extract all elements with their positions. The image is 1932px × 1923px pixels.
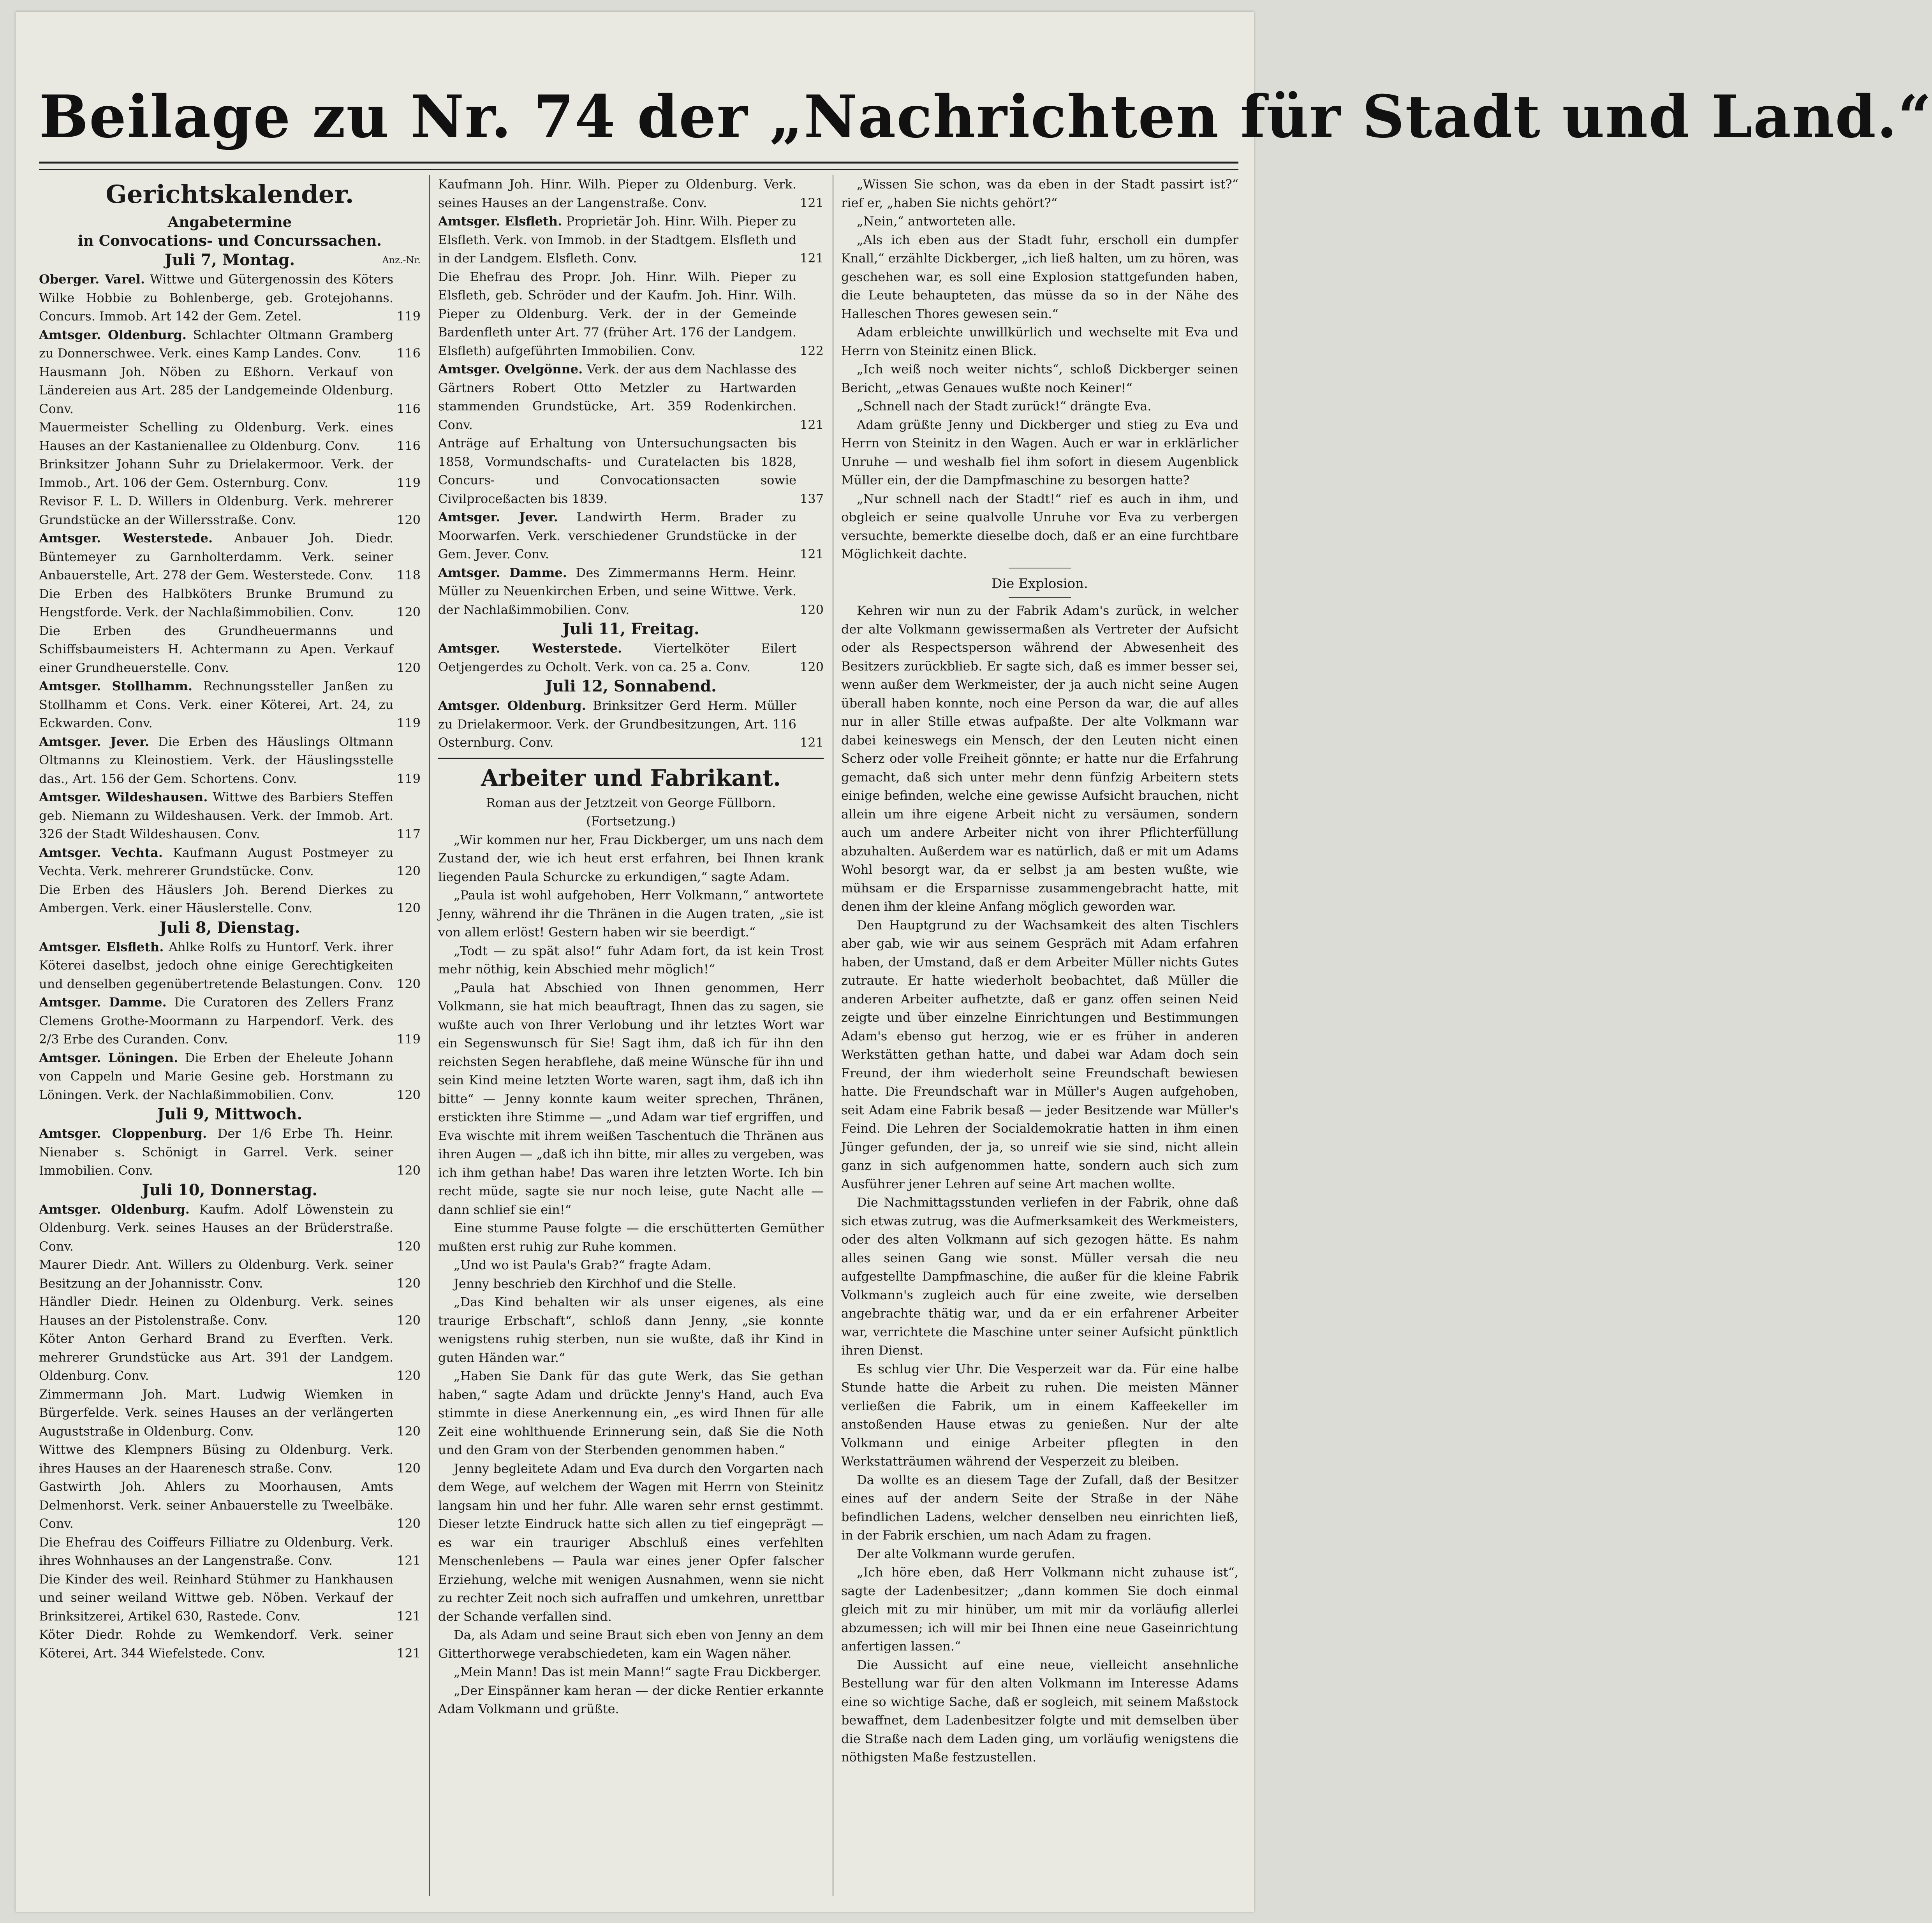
entry-text: Landwirth Herm. Brader zu Moorwarfen. Verk. verschiedener Grundstücke in der Gem. Jever. Conv. [438, 510, 796, 561]
entry-text: Kaufmann Joh. Hinr. Wilh. Pieper zu Oldenburg. Verk. seines Hauses an der Langenstraße. Conv. [438, 177, 796, 210]
day-heading: Juli 9, Mittwoch. [157, 1105, 303, 1123]
calendar-entry [438, 268, 824, 361]
entry-number: 119 [396, 716, 421, 730]
paragraph: „Ich weiß noch weiter nichts“, schloß Dickberger seinen Bericht, „etwas Genaues wußte noch Keiner!“ [841, 362, 1238, 395]
paragraph: Es schlug vier Uhr. Die Vesperzeit war da. Für eine halbe Stunde hatte die Arbeit zu ruhen. Die meisten Männer verließen die Fabrik, um in einem Kaffeekeller im anstoßenden Hause etwas zu genießen. Nur der alte Volkmann und einige Arbeiter pflegten in den Werkstatträumen während der Vesperzeit zu bleiben. [841, 1361, 1238, 1469]
calendar-entry [39, 993, 421, 1049]
paragraph: Adam grüßte Jenny und Dickberger und stieg zu Eva und Herrn von Steinitz in den Wagen. Auch er war in erklärlicher Unruhe — und weshalb fiel ihm sofort in diesem Augenblick Müller ein, der die Dampfmaschine zu besorgen hatte? [841, 417, 1238, 487]
court-name: Amtsger. Wildeshausen. [39, 790, 208, 804]
court-calendar-column [39, 175, 421, 1896]
calendar-entry [39, 677, 421, 733]
entry-number: 121 [800, 251, 824, 266]
entry-text: Kaufm. Adolf Löwenstein zu Oldenburg. Verk. seines Hauses an der Brüderstraße. Conv. [39, 1202, 394, 1254]
novel-continuation: (Fortsetzung.) [586, 814, 676, 829]
calendar-entry [39, 733, 421, 788]
novel-title: Arbeiter und Fabrikant. [481, 764, 781, 791]
entry-text: Die Erben der Eheleute Johann von Cappeln und Marie Gesine geb. Horstmann zu Löningen. Verk. der Nachlaßimmobilien. Conv. [39, 1050, 394, 1102]
entry-text: Des Zimmermanns Herm. Heinr. Müller zu Neuenkirchen Erben, und seine Wittwe. Verk. der Nachlaßimmobilien. Conv. [438, 565, 797, 617]
section-divider [438, 758, 824, 759]
calendar-entry [39, 1441, 421, 1478]
entry-text: Verk. der aus dem Nachlasse des Gärtners Robert Otto Metzler zu Hartwarden stammenden Grundstücke, Art. 359 Rodenkirchen. Conv. [438, 362, 797, 432]
entry-text: Die Kinder des weil. Reinhard Stühmer zu Hankhausen und seiner weiland Wittwe geb. Nöben. Verkauf der Brinksitzerei, Artikel 630, Rastede. Conv. [39, 1571, 393, 1624]
court-name: Amtsger. Elsfleth. [39, 939, 164, 954]
entry-number: 121 [396, 1553, 421, 1568]
entry-number: 116 [396, 438, 421, 453]
entry-text: Anträge auf Erhaltung von Untersuchungsacten bis 1858, Vormundschafts- und Curatelacten bis 1828, Concurs- und Convocationsacten sowie Civilproceßacten bis 1839. [438, 436, 796, 506]
calendar-entry [39, 622, 421, 677]
court-name: Amtsger. Damme. [39, 995, 167, 1010]
calendar-entry [39, 788, 421, 844]
middle-column [438, 175, 824, 1896]
chapter-title: Die Explosion. [992, 575, 1088, 591]
calendar-subtitle: Angabetermine [167, 213, 292, 230]
court-name: Amtsger. Cloppenburg. [39, 1126, 207, 1141]
calendar-entry [39, 844, 421, 881]
column-divider [429, 175, 430, 1896]
calendar-entries-part1 [39, 250, 421, 1663]
calendar-entry [39, 1570, 421, 1626]
paragraph: Kehren wir nun zu der Fabrik Adam's zurück, in welcher der alte Volkmann gewissermaßen als Vertreter der Aufsicht oder als Respectsperson während der Abwesenheit des Besitzers zurückblieb. Er sagte sich, daß es immer besser sei, wenn außer dem Werkmeister, der ja auch nicht seine Augen überall haben konnte, noch eine Person da war, die auf alles nur in aller Stille etwas aufpaßte. Der alte Volkmann war dabei keineswegs ein Mensch, der den Leuten nicht einen Scherz oder volle Freiheit gönnte; er hatte nur die Erfahrung gemacht, daß sich unter mehr denn fünfzig Arbeitern stets einige befinden, welche eine gewisse Aufsicht brauchen, nicht allein um ihre eigene Arbeit nicht zu versäumen, sondern auch um andere Arbeiter nicht von ihrer Pflichterfüllung abzuhalten. Außerdem war es natürlich, daß er mit um Adams Wohl besorgt war, da er selbst ja am besten wußte, wie mühsam er die Ersparnisse zusammengebracht hatte, mit denen ihm der kleine Anfang möglich geworden war. [841, 603, 1238, 914]
paragraph: Jenny beschrieb den Kirchhof und die Stelle. [454, 1276, 736, 1291]
entry-text: Der 1/6 Erbe Th. Heinr. Nienaber s. Schönigt in Garrel. Verk. seiner Immobilien. Conv. [39, 1126, 394, 1178]
calendar-entry [39, 1049, 421, 1105]
entry-text: Maurer Diedr. Ant. Willers zu Oldenburg. Verk. seiner Besitzung an der Johannisstr. Conv. [39, 1257, 393, 1291]
newspaper-page [16, 12, 1932, 1912]
entry-number: 120 [396, 512, 421, 527]
day-heading: Juli 11, Freitag. [562, 620, 699, 638]
entry-text: Wittwe des Barbiers Steffen geb. Niemann zu Wildeshausen. Verk. der Immob. Art. 326 der Stadt Wildeshausen. Conv. [39, 790, 394, 841]
entry-text: Brinksitzer Johann Suhr zu Drielakermoor. Verk. der Immob., Art. 106 der Gem. Osternburg. Conv. [39, 457, 393, 490]
paragraph: Die Aussicht auf eine neue, vielleicht ansehnliche Bestellung war für den alten Volkmann im Interesse Adams eine so wichtige Sache, daß er sogleich, mit seinem Maßstock bewaffnet, dem Ladenbesitzer folgte und mit demselben über die Straße nach dem Laden ging, um vorläufig wenigstens die nöthigsten Maße festzustellen. [841, 1657, 1238, 1765]
masthead-title: Beilage zu Nr. 74 der „Nachrichten für Stadt und Land.“ [39, 83, 1932, 151]
court-name: Amtsger. Ovelgönne. [438, 362, 583, 377]
entry-text: Händler Diedr. Heinen zu Oldenburg. Verk. seines Hauses an der Pistolenstraße. Conv. [39, 1294, 393, 1328]
entry-number: 116 [396, 401, 421, 416]
court-name: Amtsger. Oldenburg. [39, 327, 187, 342]
novel-text-part2 [841, 175, 1238, 564]
entry-text: Brinksitzer Gerd Herm. Müller zu Drielakermoor. Verk. der Grundbesitzungen, Art. 116 Osternburg. Conv. [438, 698, 796, 750]
novel-text-part3 [841, 602, 1238, 1767]
entry-number: 116 [396, 346, 421, 361]
entry-number: 121 [800, 417, 824, 432]
entry-text: Köter Diedr. Rohde zu Wemkendorf. Verk. seiner Köterei, Art. 344 Wiefelstede. Conv. [39, 1627, 393, 1661]
entry-number: 137 [800, 491, 824, 506]
court-name: Amtsger. Westerstede. [438, 641, 622, 656]
entry-text: Hausmann Joh. Nöben zu Eßhorn. Verkauf von Ländereien aus Art. 285 der Landgemeinde Oldenburg. Conv. [39, 364, 393, 416]
calendar-entry [39, 881, 421, 918]
entry-number: 121 [396, 1645, 421, 1661]
calendar-entry [39, 1293, 421, 1330]
calendar-entry [39, 1256, 421, 1293]
calendar-entry [438, 360, 824, 434]
entry-number: 120 [396, 1276, 421, 1291]
paragraph: Die Nachmittagsstunden verliefen in der Fabrik, ohne daß sich etwas zutrug, was die Aufmerksamkeit des Werkmeisters, oder des alten Volkmann auf sich gezogen hätte. Es nahm alles seinen Gang wie sonst. Müller versah die neu aufgestellte Dampfmaschine, die außer für die kleine Fabrik Volkmann's zugleich auch für eine zweite, wie derselben angebrachte thätig war, und da er ein erfahrener Arbeiter war, verrichtete die Maschine unter seiner Aufsicht pünktlich ihren Dienst. [841, 1195, 1238, 1358]
calendar-entry [438, 508, 824, 564]
entry-text: Die Ehefrau des Propr. Joh. Hinr. Wilh. Pieper zu Elsfleth, geb. Schröder und der Kaufm. Joh. Hinr. Wilh. Pieper zu Oldenburg. Verk. der in der Gemeinde Bardenfleth unter Art. 77 (früher Art. 176 der Landgem. Elsfleth) aufgeführten Immobilien. Conv. [438, 269, 796, 358]
entry-text: Die Erben des Halbköters Brunke Brumund zu Hengstforde. Verk. der Nachlaßimmobilien. Conv. [39, 586, 393, 619]
entry-text: Proprietär Joh. Hinr. Wilh. Pieper zu Elsfleth. Verk. von Immob. in der Stadtgem. Elsfleth und in der Landgem. Elsfleth. Conv. [438, 214, 796, 266]
calendar-entry [438, 175, 824, 212]
calendar-entry [39, 363, 421, 419]
calendar-entry [39, 529, 421, 585]
paragraph: Da wollte es an diesem Tage der Zufall, daß der Besitzer eines auf der andern Seite der Straße in der Nähe befindlichen Ladens, welcher denselben neu einrichten ließ, in der Fabrik erschien, um nach Adam zu fragen. [841, 1472, 1238, 1543]
court-name: Amtsger. Stollhamm. [39, 679, 192, 693]
paragraph: Jenny begleitete Adam und Eva durch den Vorgarten nach dem Wege, auf welchem der Wagen mit Herrn von Steinitz langsam hin und her fuhr. Alle waren sehr ernst gestimmt. Dieser letzte Eindruck hatte sich allen zu tief eingeprägt — es war ein trauriger Abschluß eines verfehlten Menschenlebens — Paula war eines jener Opfer falscher Erziehung, welche mit wenigen Ausnahmen, wenn sie nicht zu rechter Zeit noch sich aufraffen und umkehren, unrettbar der Schande verfallen sind. [438, 1461, 824, 1624]
entry-number: 120 [396, 1163, 421, 1178]
calendar-entry [39, 938, 421, 994]
entry-text: Mauermeister Schelling zu Oldenburg. Verk. eines Hauses an der Kastanienallee zu Oldenburg. Conv. [39, 420, 393, 453]
entry-text: Wittwe des Klempners Büsing zu Oldenburg. Verk. ihres Hauses an der Haarenesch straße. Conv. [39, 1442, 393, 1476]
court-name: Amtsger. Vechta. [39, 845, 163, 860]
novel-text-part1 [438, 831, 824, 1719]
entry-number: 120 [396, 1239, 421, 1254]
entry-number: 120 [396, 1312, 421, 1328]
entry-number: 120 [396, 1516, 421, 1531]
entry-number: 120 [396, 1368, 421, 1383]
entry-number: 118 [396, 568, 421, 582]
entry-text: Die Curatoren des Zellers Franz Clemens Grothe-Moormann zu Harpendorf. Verk. des 2/3 Erbe des Curanden. Conv. [39, 995, 393, 1047]
calendar-entry [39, 326, 421, 363]
entry-text: Anbauer Joh. Diedr. Büntemeyer zu Garnholterdamm. Verk. seiner Anbauerstelle, Art. 278 der Gem. Westerstede. Conv. [39, 531, 393, 582]
day-heading: Juli 8, Dienstag. [159, 918, 300, 937]
entry-text: Gastwirth Joh. Ahlers zu Moorhausen, Amts Delmenhorst. Verk. seiner Anbauerstelle zu Tweelbäke. Conv. [39, 1479, 393, 1531]
entry-number: 120 [396, 1087, 421, 1102]
paragraph: Der alte Volkmann wurde gerufen. [857, 1546, 1075, 1561]
calendar-entry [39, 270, 421, 326]
calendar-entry [438, 434, 824, 508]
entry-number: 119 [396, 771, 421, 786]
entry-number: 121 [396, 1608, 421, 1624]
calendar-title: Gerichtskalender. [106, 180, 354, 209]
paragraph: Da, als Adam und seine Braut sich eben von Jenny an dem Gitterthorwege verabschiedeten, kam ein Wagen näher. [438, 1627, 824, 1661]
court-name: Amtsger. Damme. [438, 565, 567, 580]
court-name: Amtsger. Jever. [39, 734, 149, 749]
paragraph: „Und wo ist Paula's Grab?“ fragte Adam. [454, 1258, 712, 1272]
entry-number: 119 [396, 309, 421, 324]
calendar-entry [39, 1385, 421, 1441]
paragraph: „Schnell nach der Stadt zurück!“ drängte Eva. [857, 399, 1152, 413]
entry-text: Köter Anton Gerhard Brand zu Everften. Verk. mehrerer Grundstücke aus Art. 391 der Landgem. Oldenburg. Conv. [39, 1331, 393, 1383]
court-name: Amtsger. Oldenburg. [438, 698, 586, 713]
entry-text: Schlachter Oltmann Gramberg zu Donnerschwee. Verk. eines Kamp Landes. Conv. [39, 327, 394, 361]
entry-number: 122 [800, 343, 824, 358]
novel-subtitle: Roman aus der Jetztzeit von George Füllborn. [486, 795, 776, 810]
paragraph: Adam erbleichte unwillkürlich und wechselte mit Eva und Herrn von Steinitz einen Blick. [841, 325, 1238, 358]
entry-text: Die Erben des Grundheuermanns und Schiffsbaumeisters H. Achtermann zu Apen. Verkauf einer Grundheuerstelle. Conv. [39, 623, 393, 675]
entry-number: 120 [800, 602, 824, 617]
day-heading: Juli 10, Donnerstag. [142, 1181, 318, 1199]
paragraph: „Der Einspänner kam heran — der dicke Rentier erkannte Adam Volkmann und grüßte. [438, 1683, 824, 1716]
entry-number: 117 [396, 827, 421, 841]
entry-number: 119 [396, 1032, 421, 1047]
calendar-entry [438, 639, 824, 676]
court-name: Oberger. Varel. [39, 272, 145, 287]
calendar-entry [438, 697, 824, 752]
court-name: Amtsger. Jever. [438, 510, 558, 524]
right-column [841, 175, 1238, 1896]
entry-number: 121 [800, 735, 824, 750]
calendar-entry [39, 418, 421, 455]
calendar-entry [39, 1478, 421, 1533]
paragraph: „Nur schnell nach der Stadt!“ rief es auch in ihm, und obgleich er seine qualvolle Unruhe vor Eva zu verbergen versuchte, bemerkte dieselbe doch, daß er an eine furchtbare Möglichkeit dachte. [841, 491, 1238, 561]
court-name: Amtsger. Westerstede. [39, 531, 213, 545]
entry-number: 120 [396, 901, 421, 915]
entry-number: 120 [396, 976, 421, 991]
calendar-entry [39, 1626, 421, 1663]
calendar-entry [39, 1330, 421, 1385]
paragraph: Eine stumme Pause folgte — die erschütterten Gemüther mußten erst ruhig zur Ruhe kommen. [438, 1221, 824, 1254]
paragraph: „Nein,“ antworteten alle. [857, 214, 1016, 229]
entry-number: 120 [396, 864, 421, 878]
entry-text: Wittwe und Gütergenossin des Köters Wilke Hobbie zu Bohlenberge, geb. Grotejohanns. Concurs. Immob. Art 142 der Gem. Zetel. [39, 272, 394, 324]
entry-text: Die Erben des Häuslings Oltmann Oltmanns zu Kleinostiem. Verk. der Häuslingsstelle das., Art. 156 der Gem. Schortens. Conv. [39, 734, 394, 786]
calendar-entry [438, 212, 824, 268]
entry-text: Rechnungssteller Janßen zu Stollhamm et Cons. Verk. einer Köterei, Art. 24, zu Eckwarden. Conv. [39, 679, 394, 730]
paragraph: „Paula hat Abschied von Ihnen genommen, Herr Volkmann, sie hat mich beauftragt, Ihnen das zu sagen, sie wußte auch von Ihrer Verlobung und ihr letztes Wort war ein Segenswunsch für Sie! Sagt ihm, daß ich für ihn den reichsten Segen herabflehe, daß meine Wünsche für ihn und sein Kind meine letzten Worte waren, sagt ihm, daß ich ihn bitte“ — Jenny konnte kaum weiter sprechen, Thränen, erstickten ihre Stimme — „und Adam war tief ergriffen, und Eva wischte mit ihrem weißen Taschentuch die Thränen aus ihren Augen — „daß ich ihn bitte, mir alles zu vergeben, was ich ihm gethan habe! Das waren ihre letzten Worte. Ich bin recht müde, sagte sie nur noch leise, gute Nacht alle — dann schlief sie ein!“ [438, 980, 824, 1217]
entry-number: 121 [800, 547, 824, 561]
entry-number: 120 [396, 605, 421, 619]
paragraph: Den Hauptgrund zu der Wachsamkeit des alten Tischlers aber gab, wie wir aus seinem Gespräch mit Adam erfahren haben, der Umstand, daß er dem Arbeiter Müller nichts Gutes zutraute. Er hatte wiederholt beobachtet, daß Müller die anderen Arbeiter aufhetzte, daß er ganz offen seinen Neid zeigte und über einzelne Einrichtungen und Bestimmungen Adam's ebenso gut herzog, wie er es früher in anderen Werkstätten gethan hatte, und dabei war Adam doch sein Freund, der ihm wiederholt seine Freundschaft bewiesen hatte. Die Freundschaft war in Müller's Augen aufgehoben, seit Adam eine Fabrik besaß — jeder Besitzende war Müller's Feind. Die Lehren der Socialdemokratie hatten in ihm einen Jünger gefunden, der ja, so unreif wie sie sind, nicht allein ganz in sich aufgenommen hatte, sondern auch sich zum Ausführer jener Lehren auf seine Art machen wollte. [841, 917, 1238, 1191]
paragraph: „Paula ist wohl aufgehoben, Herr Volkmann,“ antwortete Jenny, während ihr die Thränen in die Augen traten, „sie ist von allem erlöst! Gestern haben wir sie beerdigt.“ [438, 888, 824, 940]
entry-number: 119 [396, 475, 421, 490]
paragraph: „Als ich eben aus der Stadt fuhr, erscholl ein dumpfer Knall,“ erzählte Dickberger, „ich ließ halten, um zu hören, was geschehen war, es soll eine Explosion stattgefunden haben, die Leute behaupteten, das müsse da so in der Nähe des Halleschen Thores gewesen sein.“ [841, 232, 1238, 321]
court-name: Amtsger. Elsfleth. [438, 214, 562, 229]
paragraph: „Wissen Sie schon, was da eben in der Stadt passirt ist?“ rief er, „haben Sie nichts gehört?“ [841, 177, 1238, 210]
paragraph: „Mein Mann! Das ist mein Mann!“ sagte Frau Dickberger. [454, 1664, 821, 1679]
court-name: Amtsger. Löningen. [39, 1050, 178, 1065]
day-heading: Juli 12, Sonnabend. [545, 677, 717, 695]
ad-number-label: Anz.-Nr. [382, 255, 421, 266]
calendar-entry [39, 1124, 421, 1180]
calendar-subtitle-2: in Convocations- und Concurssachen. [77, 232, 382, 249]
calendar-entry [39, 1200, 421, 1256]
entry-text: Die Erben des Häuslers Joh. Berend Dierkes zu Ambergen. Verk. einer Häuslerstelle. Conv. [39, 882, 393, 915]
day-heading: Juli 7, Montag. Anz.-Nr. [39, 250, 421, 270]
entry-text: Kaufmann August Postmeyer zu Vechta. Verk. mehrerer Grundstücke. Conv. [39, 845, 393, 878]
paragraph: „Todt — zu spät also!“ fuhr Adam fort, da ist kein Trost mehr nöthig, kein Abschied mehr möglich!“ [438, 943, 824, 976]
paragraph: „Ich höre eben, daß Herr Volkmann nicht zuhause ist“, sagte der Ladenbesitzer; „dann kommen Sie doch einmal gleich mit zu mir hinüber, um mit mir da vorläufig allerlei abzumessen; ich will mir bei Ihnen eine neue Gaseinrichtung anfertigen lassen.“ [841, 1565, 1238, 1654]
calendar-entry [438, 564, 824, 619]
entry-text: Revisor F. L. D. Willers in Oldenburg. Verk. mehrerer Grundstücke an der Willersstraße. Conv. [39, 494, 393, 527]
paragraph: „Das Kind behalten wir als unser eigenes, als eine traurige Erbschaft“, schloß dann Jenny, „sie konnte wenigstens ruhig sterben, nun sie wußte, daß ihr Kind in guten Händen war.“ [438, 1295, 824, 1365]
calendar-entry [39, 585, 421, 622]
entry-text: Zimmermann Joh. Mart. Ludwig Wiemken in Bürgerfelde. Verk. seines Hauses an der verlängerten Auguststraße in Oldenburg. Conv. [39, 1386, 393, 1439]
entry-text: Die Ehefrau des Coiffeurs Filliatre zu Oldenburg. Verk. ihres Wohnhauses an der Langenstraße. Conv. [39, 1534, 393, 1568]
masthead-rule [39, 162, 1238, 170]
paragraph: „Wir kommen nur her, Frau Dickberger, um uns nach dem Zustand der, wie ich heut erst erfahren, bei Ihnen krank liegenden Paula Schurcke zu erkundigen,“ sagte Adam. [438, 832, 824, 884]
calendar-entry [39, 455, 421, 492]
entry-number: 120 [396, 1460, 421, 1476]
entry-number: 120 [396, 660, 421, 675]
calendar-entry [39, 1533, 421, 1570]
court-name: Amtsger. Oldenburg. [39, 1202, 190, 1217]
entry-number: 120 [396, 1423, 421, 1439]
paragraph: „Haben Sie Dank für das gute Werk, das Sie gethan haben,“ sagte Adam und drückte Jenny's Hand, auch Eva stimmte in diese Anerkennung ein, „es wird Ihnen für alle Zeit eine wohlthuende Erinnerung sein, daß Sie die Noth und den Gram von der Sterbenden genommen haben.“ [438, 1369, 824, 1457]
entry-number: 120 [800, 659, 824, 674]
calendar-entry [39, 492, 421, 529]
entry-text: Viertelköter Eilert Oetjengerdes zu Ocholt. Verk. von ca. 25 a. Conv. [438, 641, 797, 674]
short-rule [1009, 597, 1071, 598]
entry-number: 121 [800, 195, 824, 210]
calendar-entries-part2 [438, 175, 824, 752]
entry-text: Ahlke Rolfs zu Huntorf. Verk. ihrer Köterei daselbst, jedoch ohne einige Gerechtigkeiten und denselben gegenübertretende Belastungen. Conv. [39, 939, 394, 991]
